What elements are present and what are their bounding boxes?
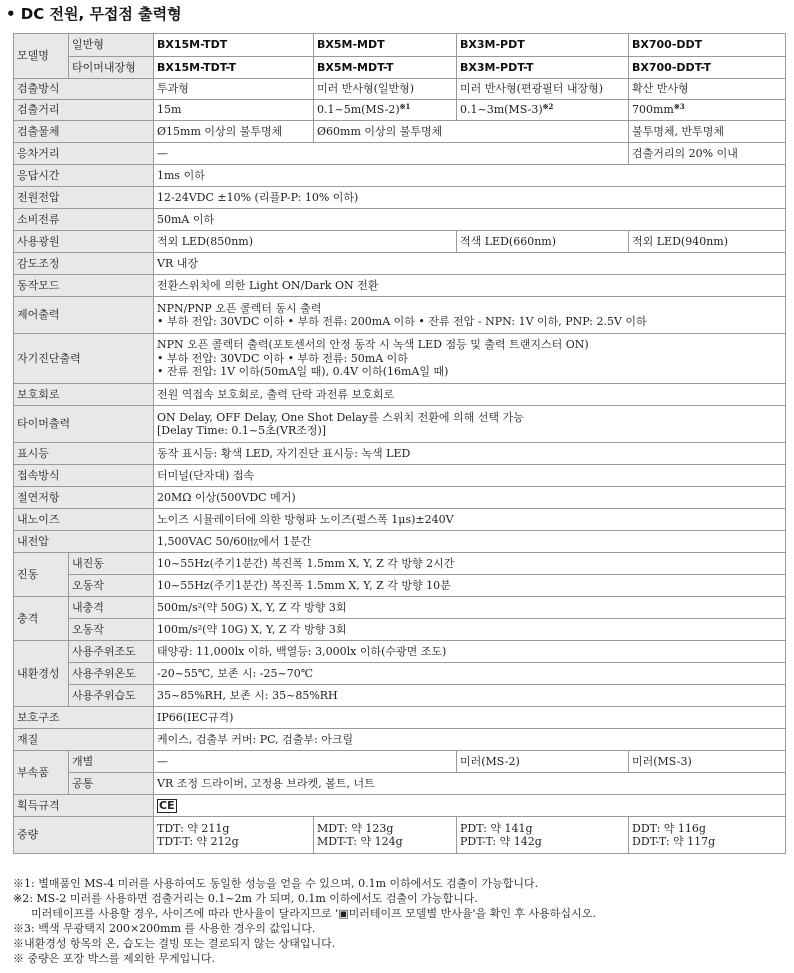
- spec-value: 1ms 이하: [154, 165, 786, 187]
- row-sublabel: 내진동: [69, 553, 154, 575]
- footnote: ※내환경성 항목의 온, 습도는 결빙 또는 결로되지 않는 상태입니다.: [13, 937, 336, 950]
- spec-value: 20MΩ 이상(500VDC 메거): [154, 487, 786, 509]
- row-label: 전원전압: [14, 187, 154, 209]
- row-sublabel: 사용주위습도: [69, 685, 154, 707]
- spec-value: —: [154, 143, 629, 165]
- model-name: BX5M-MDT-T: [314, 57, 457, 79]
- spec-value: VR 조정 드라이버, 고정용 브라켓, 볼트, 너트: [154, 773, 786, 795]
- row-label: 내환경성: [14, 641, 69, 707]
- spec-value: $0.1\sim 5m(MS-2)^{※1}$: [314, 100, 457, 121]
- spec-value: TDT: 약 211g TDT-T: 약 212g: [154, 817, 314, 854]
- spec-value: 500m/s²(약 50G) X, Y, Z 각 방향 3회: [154, 597, 786, 619]
- row-sublabel: 사용주위조도: [69, 641, 154, 663]
- spec-value: 전원 역접속 보호회로, 출력 단락 과전류 보호회로: [154, 384, 786, 406]
- row-label: 동작모드: [14, 275, 154, 297]
- spec-value: 미러 반사형(일반형): [314, 79, 457, 100]
- row-label: 내전압: [14, 531, 154, 553]
- model-name: BX3M-PDT-T: [457, 57, 629, 79]
- footnote-marker: ※1: [399, 102, 411, 111]
- spec-value: 100m/s²(약 10G) X, Y, Z 각 방향 3회: [154, 619, 786, 641]
- spec-value: 1,500VAC 50/60㎐에서 1분간: [154, 531, 786, 553]
- spec-value: 적색 LED(660nm): [457, 231, 629, 253]
- row-sublabel: 공통: [69, 773, 154, 795]
- row-label: 진동: [14, 553, 69, 597]
- spec-value: 50mA 이하: [154, 209, 786, 231]
- spec-value: Ø60mm 이상의 불투명체: [314, 121, 629, 143]
- spec-table: [13, 33, 786, 854]
- spec-value: MDT: 약 123g MDT-T: 약 124g: [314, 817, 457, 854]
- model-name: BX5M-MDT: [314, 34, 457, 57]
- row-label: 응답시간: [14, 165, 154, 187]
- row-label: 검출물체: [14, 121, 154, 143]
- spec-value: VR 내장: [154, 253, 786, 275]
- row-label: 소비전류: [14, 209, 154, 231]
- row-label: 감도조정: [14, 253, 154, 275]
- row-label: 보호회로: [14, 384, 154, 406]
- spec-value: 터미널(단자대) 접속: [154, 465, 786, 487]
- model-timer-label: 타이머내장형: [69, 57, 154, 79]
- spec-value: $700mm^{※3}$: [629, 100, 786, 121]
- row-label: 접속방식: [14, 465, 154, 487]
- spec-value: ON Delay, OFF Delay, One Shot Delay를 스위치 전환에 의해 선택 가능 [Delay Time: 0.1~5초(VR조정)]: [154, 406, 786, 443]
- spec-value: NPN/PNP 오픈 콜렉터 동시 출력 • 부하 전압: 30VDC 이하 • 부하 전류: 200mA 이하 • 잔류 전압 - NPN: 1V 이하, PNP: 2.5V 이하: [154, 297, 786, 334]
- page-title: • DC 전원, 무접점 출력형: [6, 5, 182, 23]
- spec-value: 노이즈 시뮬레이터에 의한 방형파 노이즈(펄스폭 1μs)±240V: [154, 509, 786, 531]
- row-label: 자기진단출력: [14, 334, 154, 384]
- spec-value: 투과형: [154, 79, 314, 100]
- spec-value: 10~55Hz(주기1분간) 복진폭 1.5mm X, Y, Z 각 방향 10분: [154, 575, 786, 597]
- row-sublabel: 내충격: [69, 597, 154, 619]
- spec-value: 15m: [154, 100, 314, 121]
- row-label: 내노이즈: [14, 509, 154, 531]
- spec-value: [154, 795, 786, 817]
- spec-value: 전환스위치에 의한 Light ON/Dark ON 전환: [154, 275, 786, 297]
- row-label: 절연저항: [14, 487, 154, 509]
- spec-value: PDT: 약 141g PDT-T: 약 142g: [457, 817, 629, 854]
- row-label: 검출거리: [14, 100, 154, 121]
- row-label: 재질: [14, 729, 154, 751]
- row-label: 사용광원: [14, 231, 154, 253]
- spec-value: 동작 표시등: 황색 LED, 자기진단 표시등: 녹색 LED: [154, 443, 786, 465]
- spec-value: 미러(MS-2): [457, 751, 629, 773]
- model-name: BX700-DDT-T: [629, 57, 786, 79]
- footnote: ※ 중량은 포장 박스를 제외한 무게입니다.: [13, 952, 215, 965]
- row-label: 타이머출력: [14, 406, 154, 443]
- row-sublabel: 개별: [69, 751, 154, 773]
- spec-value: —: [154, 751, 457, 773]
- ce-mark-icon: CE: [159, 798, 175, 812]
- spec-value: 35~85%RH, 보존 시: 35~85%RH: [154, 685, 786, 707]
- spec-value: 12-24VDC ±10% (리플P-P: 10% 이하): [154, 187, 786, 209]
- spec-value: NPN 오픈 콜렉터 출력(포토센서의 안정 동작 시 녹색 LED 점등 및 출력 트랜지스터 ON) • 부하 전압: 30VDC 이하 • 부하 전류: 50mA 이하 • 잔류 전압: 1V 이하(50mA일 때), 0.4V 이하(16mA일 때): [154, 334, 786, 384]
- footnote: 미러테이프를 사용할 경우, 사이즈에 따라 반사율이 달라지므로 '▣미러테이프 모델별 반사율'을 확인 후 사용하십시오.: [31, 907, 596, 920]
- row-label: 획득규격: [14, 795, 154, 817]
- spec-value: 검출거리의 20% 이내: [629, 143, 786, 165]
- spec-value: 불투명체, 반투명체: [629, 121, 786, 143]
- spec-value: 10~55Hz(주기1분간) 복진폭 1.5mm X, Y, Z 각 방향 2시간: [154, 553, 786, 575]
- spec-value: 미러 반사형(편광필터 내장형): [457, 79, 629, 100]
- spec-value: -20~55℃, 보존 시: -25~70℃: [154, 663, 786, 685]
- footnote-marker: ※3: [673, 102, 685, 111]
- model-general-label: 일반형: [69, 34, 154, 57]
- row-sublabel: 오동작: [69, 575, 154, 597]
- row-label: 중량: [14, 817, 154, 854]
- row-label: 제어출력: [14, 297, 154, 334]
- spec-value: 적외 LED(940nm): [629, 231, 786, 253]
- footnote: ※2: MS-2 미러를 사용하면 검출거리는 0.1~2m 가 되며, 0.1m 이하에서도 검출이 가능합니다.: [13, 892, 478, 905]
- spec-value: Ø15mm 이상의 불투명체: [154, 121, 314, 143]
- row-label: 검출방식: [14, 79, 154, 100]
- model-name: BX3M-PDT: [457, 34, 629, 57]
- model-name: BX700-DDT: [629, 34, 786, 57]
- row-label: 보호구조: [14, 707, 154, 729]
- spec-value: 케이스, 검출부 커버: PC, 검출부: 아크릴: [154, 729, 786, 751]
- row-sublabel: 사용주위온도: [69, 663, 154, 685]
- row-label: 부속품: [14, 751, 69, 795]
- spec-value: 미러(MS-3): [629, 751, 786, 773]
- model-label: 모델명: [14, 34, 69, 79]
- spec-value: DDT: 약 116g DDT-T: 약 117g: [629, 817, 786, 854]
- model-name: BX15M-TDT-T: [154, 57, 314, 79]
- footnote: ※3: 백색 무광택지 200×200mm 를 사용한 경우의 값입니다.: [13, 922, 316, 935]
- row-label: 응차거리: [14, 143, 154, 165]
- row-sublabel: 오동작: [69, 619, 154, 641]
- model-name: BX15M-TDT: [154, 34, 314, 57]
- footnote-marker: ※2: [542, 102, 554, 111]
- spec-value: 태양광: 11,000lx 이하, 백열등: 3,000lx 이하(수광면 조도): [154, 641, 786, 663]
- spec-value: 확산 반사형: [629, 79, 786, 100]
- row-label: 표시등: [14, 443, 154, 465]
- footnotes: [13, 876, 785, 966]
- spec-value: IP66(IEC규격): [154, 707, 786, 729]
- footnote: ※1: 별매품인 MS-4 미러를 사용하여도 동일한 성능을 얻을 수 있으며, 0.1m 이하에서도 검출이 가능합니다.: [13, 877, 539, 890]
- row-label: 충격: [14, 597, 69, 641]
- spec-value: $0.1\sim 3m(MS-3)^{※2}$: [457, 100, 629, 121]
- spec-value: 적외 LED(850nm): [154, 231, 457, 253]
